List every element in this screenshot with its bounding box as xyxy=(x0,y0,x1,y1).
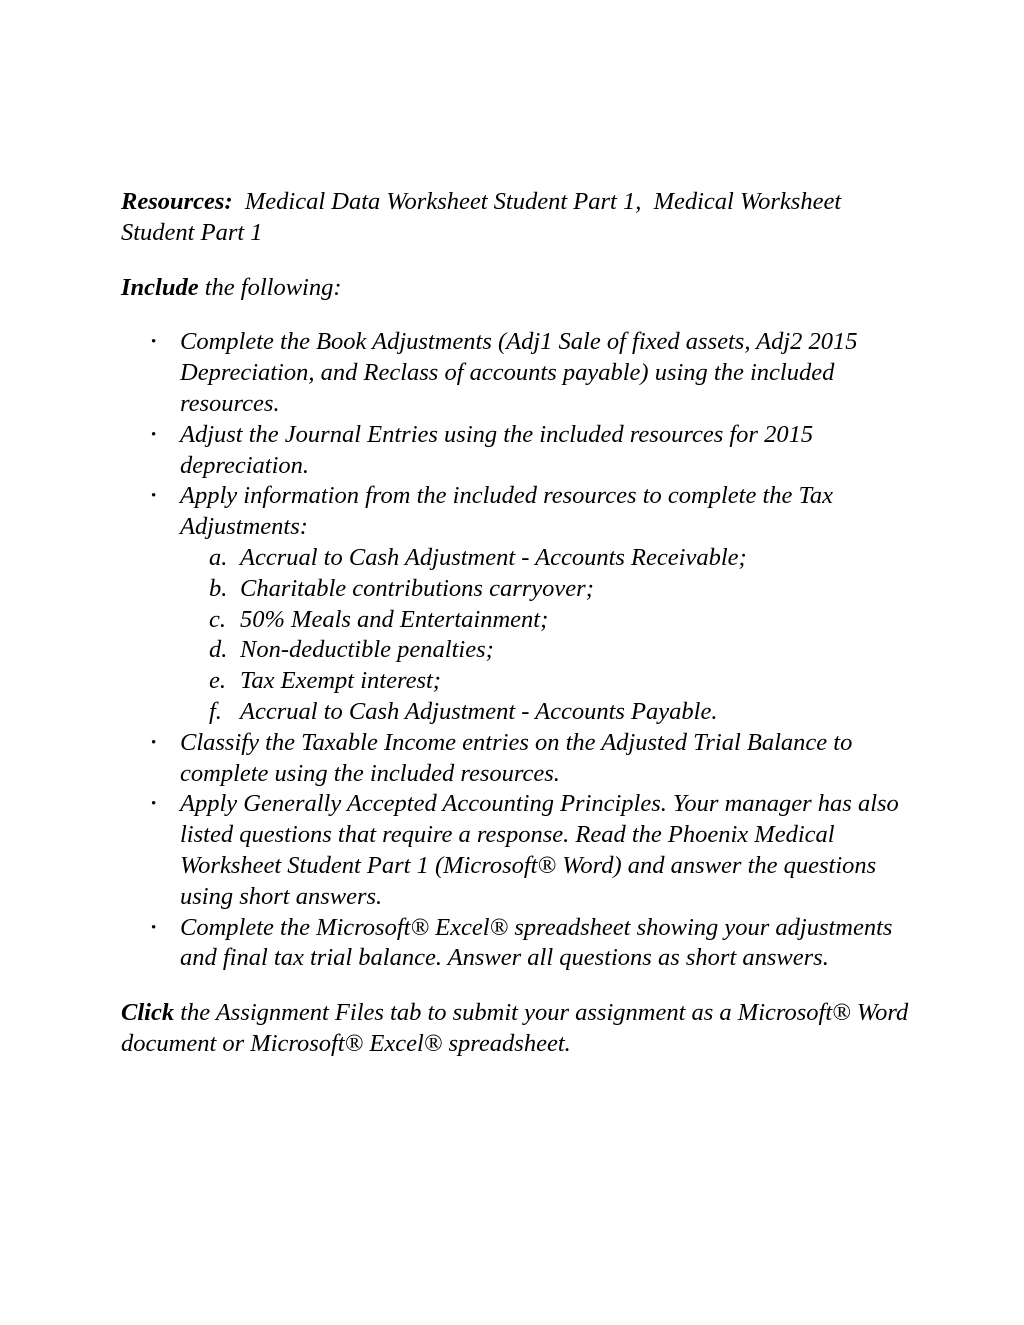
include-label: Include xyxy=(121,273,199,301)
sub-list-letter: f. xyxy=(209,697,222,725)
bullet-icon: • xyxy=(151,919,157,936)
list-item xyxy=(121,327,911,419)
list-item xyxy=(121,789,911,912)
sub-list-letter: e. xyxy=(209,667,226,695)
list-item xyxy=(121,420,911,482)
bullet-icon: • xyxy=(151,734,157,751)
list-item-text: Complete the Microsoft® Excel® spreadsheet showing your adjustments and final tax trial balance. Answer all questions as short answers. xyxy=(180,913,893,972)
resources-text: Medical Data Worksheet Student Part 1, Medical Worksheet Student Part 1 xyxy=(121,188,848,246)
list-item xyxy=(121,913,911,975)
bullet-icon: • xyxy=(151,426,157,443)
list-item xyxy=(121,728,911,790)
list-item xyxy=(121,481,911,727)
sub-list-item xyxy=(180,543,911,574)
sub-list-item xyxy=(180,574,911,605)
sub-list-item xyxy=(180,605,911,636)
sub-list-letter: c. xyxy=(209,605,226,633)
sub-list-text: Charitable contributions carryover; xyxy=(240,574,594,602)
list-item-text: Apply information from the included resources to complete the Tax Adjustments: xyxy=(180,482,834,541)
bullet-icon: • xyxy=(151,488,157,505)
include-paragraph xyxy=(121,273,911,304)
resources-label: Resources: xyxy=(121,188,233,215)
sub-list-text: Accrual to Cash Adjustment - Accounts Receivable; xyxy=(240,543,747,571)
click-paragraph xyxy=(121,998,915,1060)
sub-list-item xyxy=(180,666,911,697)
list-item-text: Apply Generally Accepted Accounting Principles. Your manager has also listed questions that require a response. Read the Phoenix Medical Worksheet Student Part 1 (Microsoft® Word) and answer the questions using short answers. xyxy=(180,790,899,910)
sub-list-letter: b. xyxy=(209,574,228,602)
resources-paragraph xyxy=(121,187,911,249)
list-item-text: Complete the Book Adjustments (Adj1 Sale of fixed assets, Adj2 2015 Depreciation, and Reclass of accounts payable) using the included resources. xyxy=(180,328,858,417)
sub-list-text: 50% Meals and Entertainment; xyxy=(240,605,549,633)
sub-list-item xyxy=(180,635,911,666)
sub-list-text: Non-deductible penalties; xyxy=(240,636,494,664)
bullet-icon: • xyxy=(151,334,157,351)
sub-list-text: Tax Exempt interest; xyxy=(240,667,441,695)
requirements-list xyxy=(121,327,911,974)
sub-list-letter: d. xyxy=(209,636,228,664)
sub-list-item xyxy=(180,697,911,728)
list-item-text: Adjust the Journal Entries using the included resources for 2015 depreciation. xyxy=(180,420,814,479)
document-page xyxy=(121,187,915,1060)
include-text: the following: xyxy=(198,273,342,301)
tax-adjustments-list xyxy=(180,543,911,728)
sub-list-letter: a. xyxy=(209,543,228,571)
list-item-text: Classify the Taxable Income entries on the Adjusted Trial Balance to complete using the included resources. xyxy=(180,728,853,787)
sub-list-text: Accrual to Cash Adjustment - Accounts Payable. xyxy=(240,697,718,725)
click-label: Click xyxy=(121,999,175,1027)
click-text: the Assignment Files tab to submit your assignment as a Microsoft® Word document or Microsoft® Excel® spreadsheet. xyxy=(121,999,915,1057)
bullet-icon: • xyxy=(151,796,157,813)
